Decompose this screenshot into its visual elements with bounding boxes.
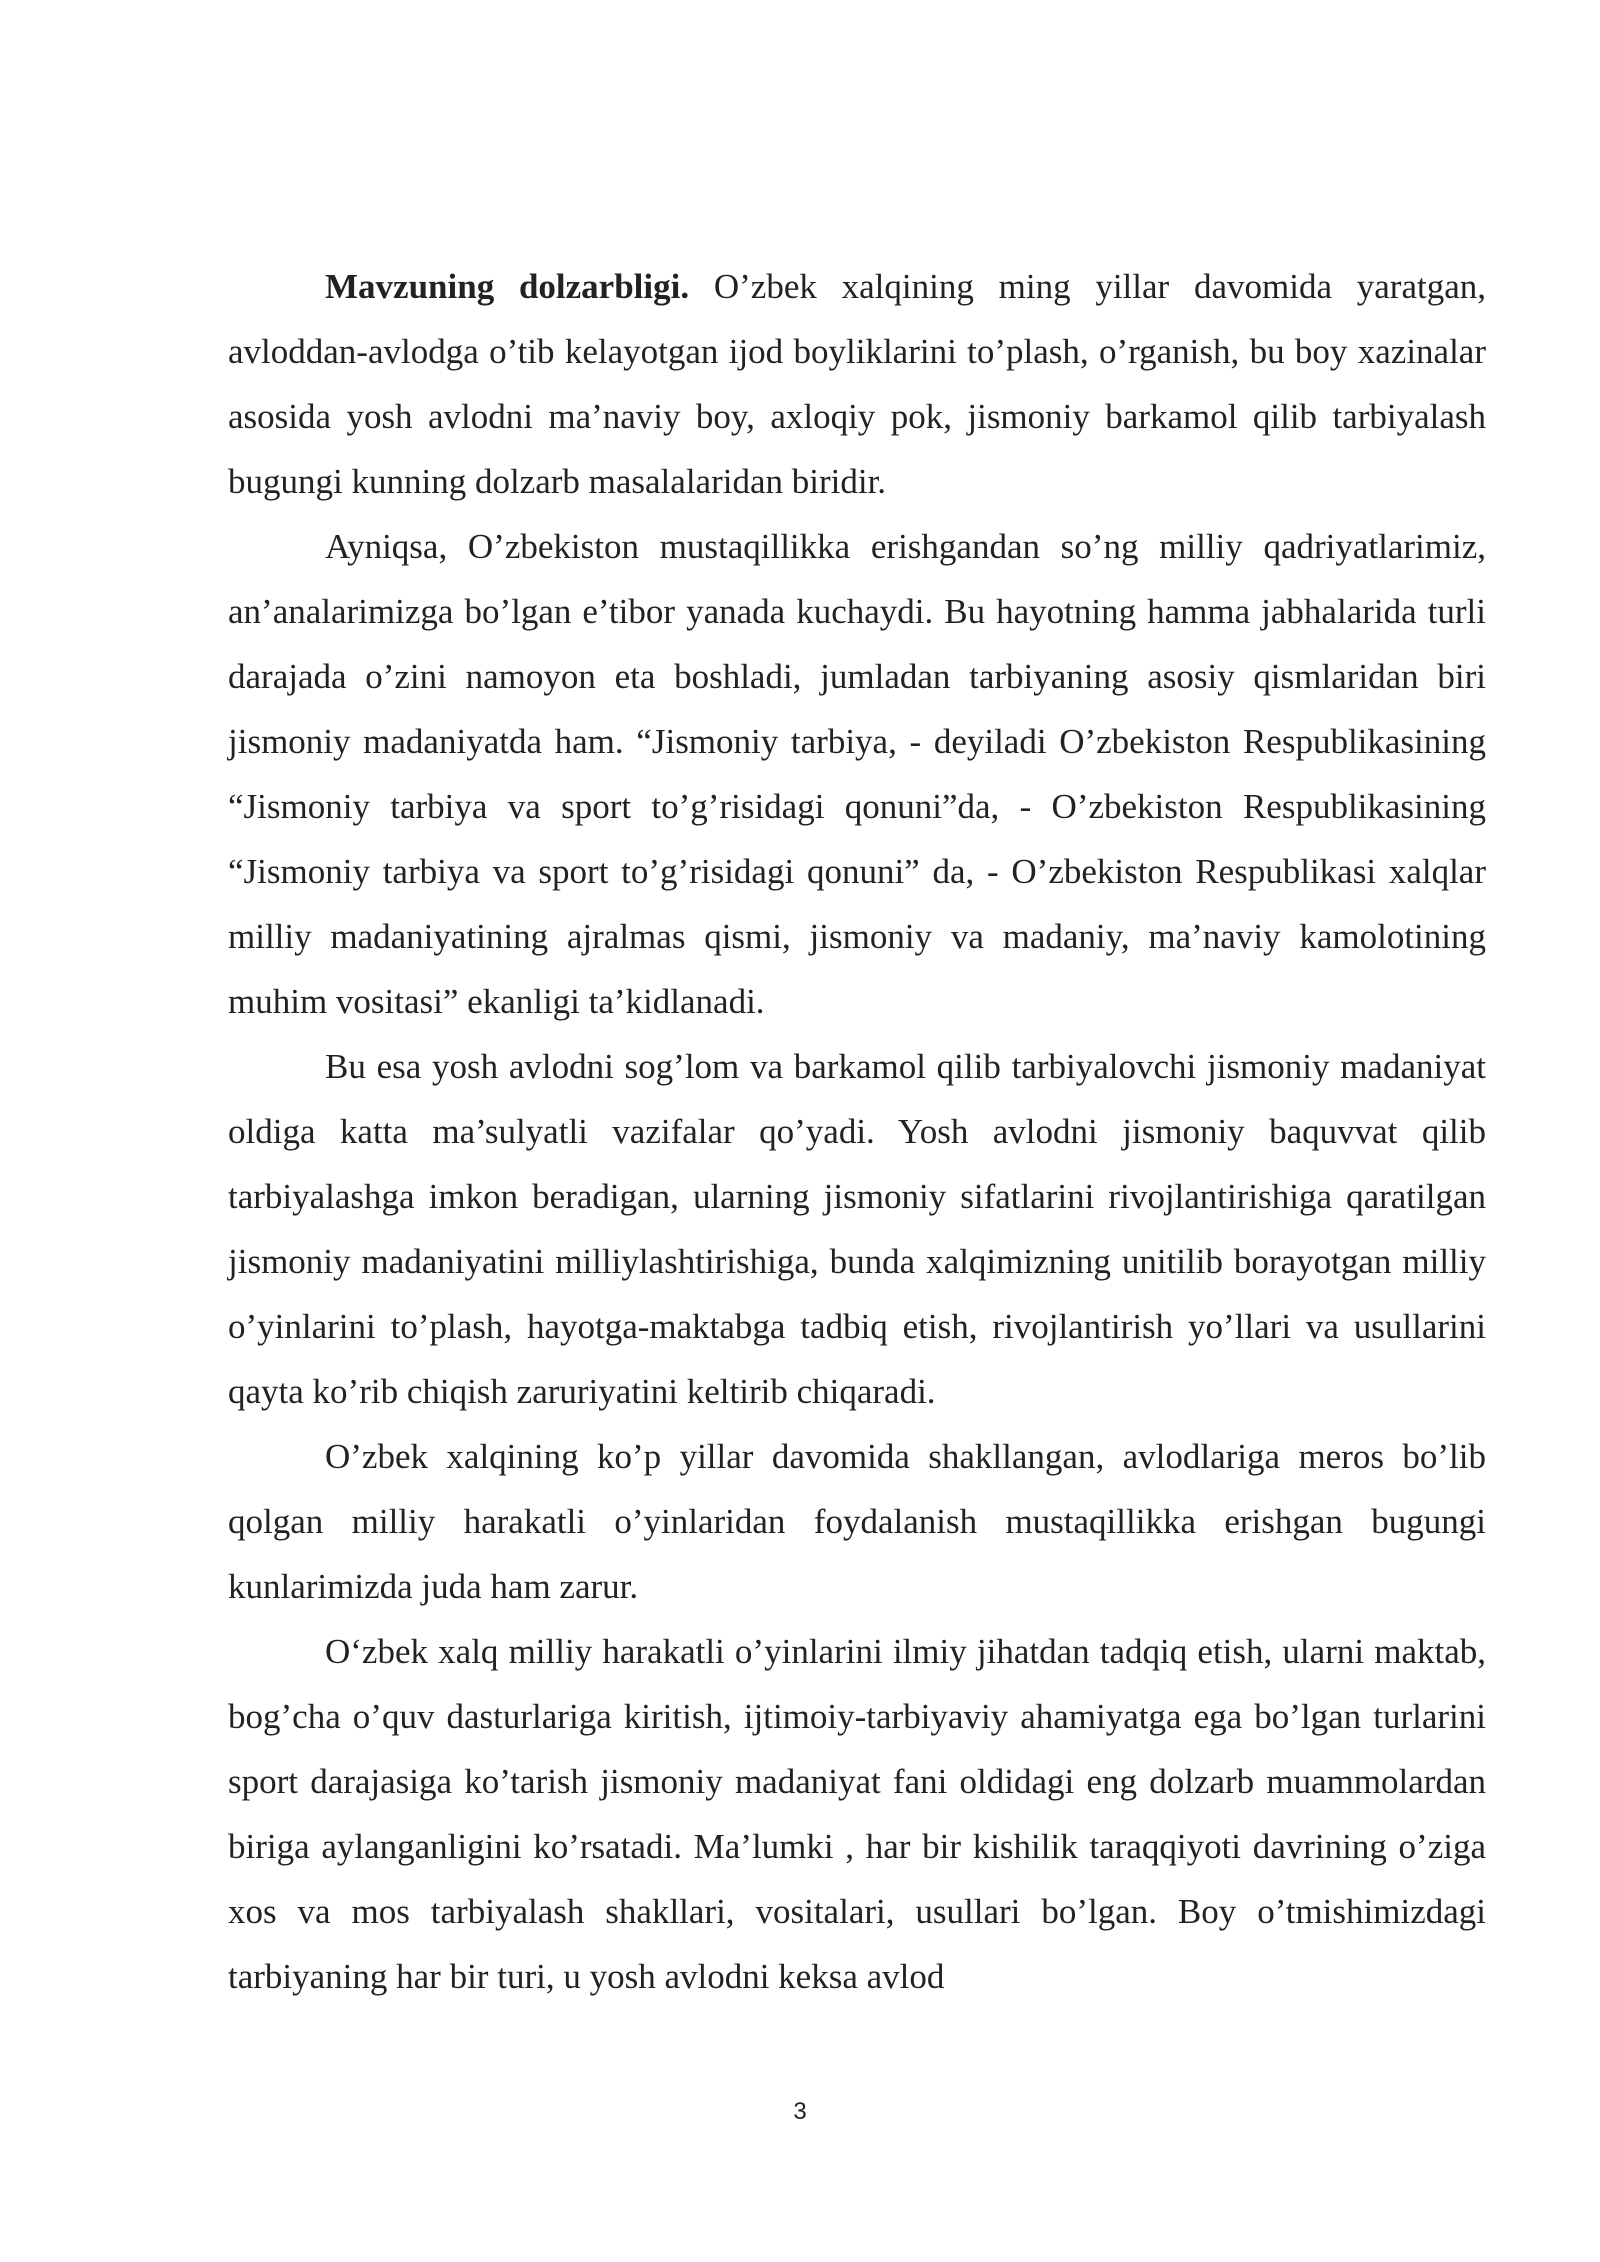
paragraph-text: O’zbek xalqining ming yillar davomida yaratgan, avloddan-avlodga o’tib kelayotgan ijod boyliklarini to’plash, o’rganish, bu boy xazinalar asosida yosh avlodni ma’naviy boy, axloqiy pok, jismoniy barkamol qilib tarbiyalash bugungi kunning dolzarb masalalaridan biridir.	[228, 267, 1486, 501]
paragraph-national-games: O’zbek xalqining ko’p yillar davomida shakllangan, avlodlariga meros bo’lib qolgan milliy harakatli o’yinlaridan foydalanish mustaqillikka erishgan bugungi kunlarimizda juda ham zarur.	[228, 1437, 1486, 1606]
paragraph-relevance	[228, 254, 1486, 514]
paragraph-youth-education: Bu esa yosh avlodni sog’lom va barkamol qilib tarbiyalovchi jismoniy madaniyat oldiga katta ma’sulyatli vazifalar qo’yadi. Yosh avlodni jismoniy baquvvat qilib tarbiyalashga imkon beradigan, ularning jismoniy sifatlarini rivojlantirishiga qaratilgan jismoniy madaniyatini milliylashtirishiga, bunda xalqimizning unitilib borayotgan milliy o’yinlarini to’plash, hayotga-maktabga tadbiq etish, rivojlantirish yo’llari va usullarini qayta ko’rib chiqish zaruriyatini keltirib chiqaradi.	[228, 1047, 1486, 1411]
paragraph-research: O‘zbek xalq milliy harakatli o’yinlarini ilmiy jihatdan tadqiq etish, ularni maktab, bog’cha o’quv dasturlariga kiritish, ijtimoiy-tarbiyaviy ahamiyatga ega bo’lgan turlarini sport darajasiga ko’tarish jismoniy madaniyat fani oldidagi eng dolzarb muammolardan biriga aylanganligini ko’rsatadi. Ma’lumki , har bir kishilik taraqqiyoti davrining o’ziga xos va mos tarbiyalash shakllari, vositalari, usullari bo’lgan. Boy o’tmishimizdagi tarbiyaning har bir turi, u yosh avlodni keksa avlod	[228, 1632, 1486, 1996]
body-text	[228, 254, 1486, 2009]
page-number: 3	[793, 2098, 807, 2125]
paragraph-independence: Ayniqsa, O’zbekiston mustaqillikka erishgandan so’ng milliy qadriyatlarimiz, an’analarimizga bo’lgan e’tibor yanada kuchaydi. Bu hayotning hamma jabhalarida turli darajada o’zini namoyon eta boshladi, jumladan tarbiyaning asosiy qismlaridan biri jismoniy madaniyatda ham. “Jismoniy tarbiya, - deyiladi O’zbekiston Respublikasining “Jismoniy tarbiya va sport to’g’risidagi qonuni”da, - O’zbekiston Respublikasining “Jismoniy tarbiya va sport to’g’risidagi qonuni” da, - O’zbekiston Respublikasi xalqlar milliy madaniyatining ajralmas qismi, jismoniy va madaniy, ma’naviy kamolotining muhim vositasi” ekanligi ta’kidlanadi.	[228, 527, 1486, 1021]
section-heading: Mavzuning dolzarbligi.	[325, 267, 690, 306]
